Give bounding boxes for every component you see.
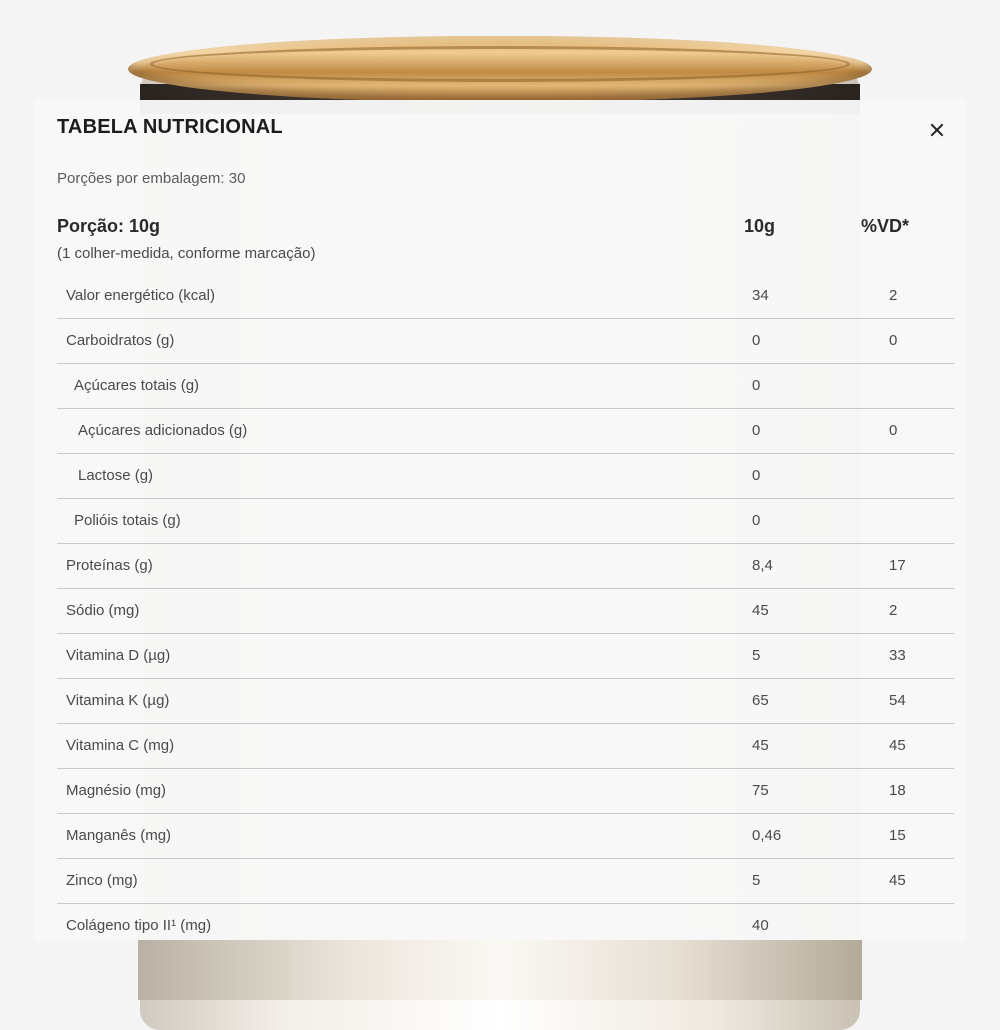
table-row [57, 409, 954, 454]
nutrient-name: Polióis totais (g) [74, 512, 181, 529]
nutrient-amount: 5 [752, 647, 761, 664]
nutrient-amount: 0 [752, 422, 761, 439]
nutrient-name: Carboidratos (g) [66, 332, 175, 349]
table-row [57, 274, 954, 319]
table-row [57, 814, 954, 859]
column-header-amount: 10g [744, 216, 776, 236]
nutrient-name: Açúcares adicionados (g) [78, 422, 248, 439]
nutrient-vd: 54 [889, 692, 906, 709]
nutrient-name: Açúcares totais (g) [74, 377, 200, 394]
table-row [57, 544, 954, 589]
portion-description: (1 colher-medida, conforme marcação) [57, 245, 316, 262]
nutrient-amount: 45 [752, 737, 769, 754]
nutrient-name: Vitamina C (mg) [66, 737, 175, 754]
nutrient-name: Lactose (g) [78, 467, 154, 484]
nutrient-name: Vitamina K (µg) [66, 692, 170, 709]
table-row [57, 634, 954, 679]
nutrient-vd: 2 [889, 602, 898, 619]
table-row [57, 454, 954, 499]
column-header-vd: %VD* [861, 216, 910, 236]
nutrient-vd: 2 [889, 287, 898, 304]
nutrient-name: Valor energético (kcal) [66, 287, 215, 304]
nutrient-vd: 15 [889, 827, 906, 844]
table-row [57, 589, 954, 634]
nutrient-vd: 45 [889, 737, 906, 754]
nutrient-amount: 5 [752, 872, 761, 889]
nutrient-amount: 0 [752, 332, 761, 349]
nutrition-table [57, 274, 954, 948]
nutrient-name: Magnésio (mg) [66, 782, 167, 799]
nutrient-name: Vitamina D (µg) [66, 647, 171, 664]
nutrient-amount: 34 [752, 287, 769, 304]
nutrient-vd: 17 [889, 557, 906, 574]
page-margin-left [0, 0, 32, 1000]
table-row [57, 319, 954, 364]
page-margin-right [966, 0, 1000, 1000]
nutrient-amount: 75 [752, 782, 769, 799]
nutrient-name: Manganês (mg) [66, 827, 172, 844]
nutrient-vd: 0 [889, 422, 898, 439]
product-can-lid-ring [150, 46, 850, 82]
nutrient-amount: 0 [752, 377, 761, 394]
table-row [57, 724, 954, 769]
portion-label: Porção: 10g [57, 216, 161, 236]
table-row [57, 679, 954, 724]
table-row [57, 364, 954, 409]
nutrient-amount: 8,4 [752, 557, 773, 574]
nutrient-name: Colágeno tipo II¹ (mg) [66, 917, 212, 934]
nutrient-vd: 18 [889, 782, 906, 799]
nutrient-vd: 45 [889, 872, 906, 889]
close-icon[interactable] [926, 120, 948, 142]
nutrient-name: Sódio (mg) [66, 602, 140, 619]
nutrient-name: Proteínas (g) [66, 557, 153, 574]
nutrient-amount: 40 [752, 917, 769, 934]
nutrient-amount: 65 [752, 692, 769, 709]
table-row [57, 499, 954, 544]
table-row [57, 859, 954, 904]
table-row [57, 769, 954, 814]
servings-per-package: Porções por embalagem: 30 [57, 170, 246, 187]
nutrient-name: Zinco (mg) [66, 872, 138, 889]
nutrient-amount: 0 [752, 467, 761, 484]
nutrient-amount: 45 [752, 602, 769, 619]
nutrient-vd: 33 [889, 647, 906, 664]
modal-title: TABELA NUTRICIONAL [57, 116, 283, 138]
nutrient-vd: 0 [889, 332, 898, 349]
table-row [57, 904, 954, 948]
nutrient-amount: 0 [752, 512, 761, 529]
nutrient-amount: 0,46 [752, 827, 782, 844]
